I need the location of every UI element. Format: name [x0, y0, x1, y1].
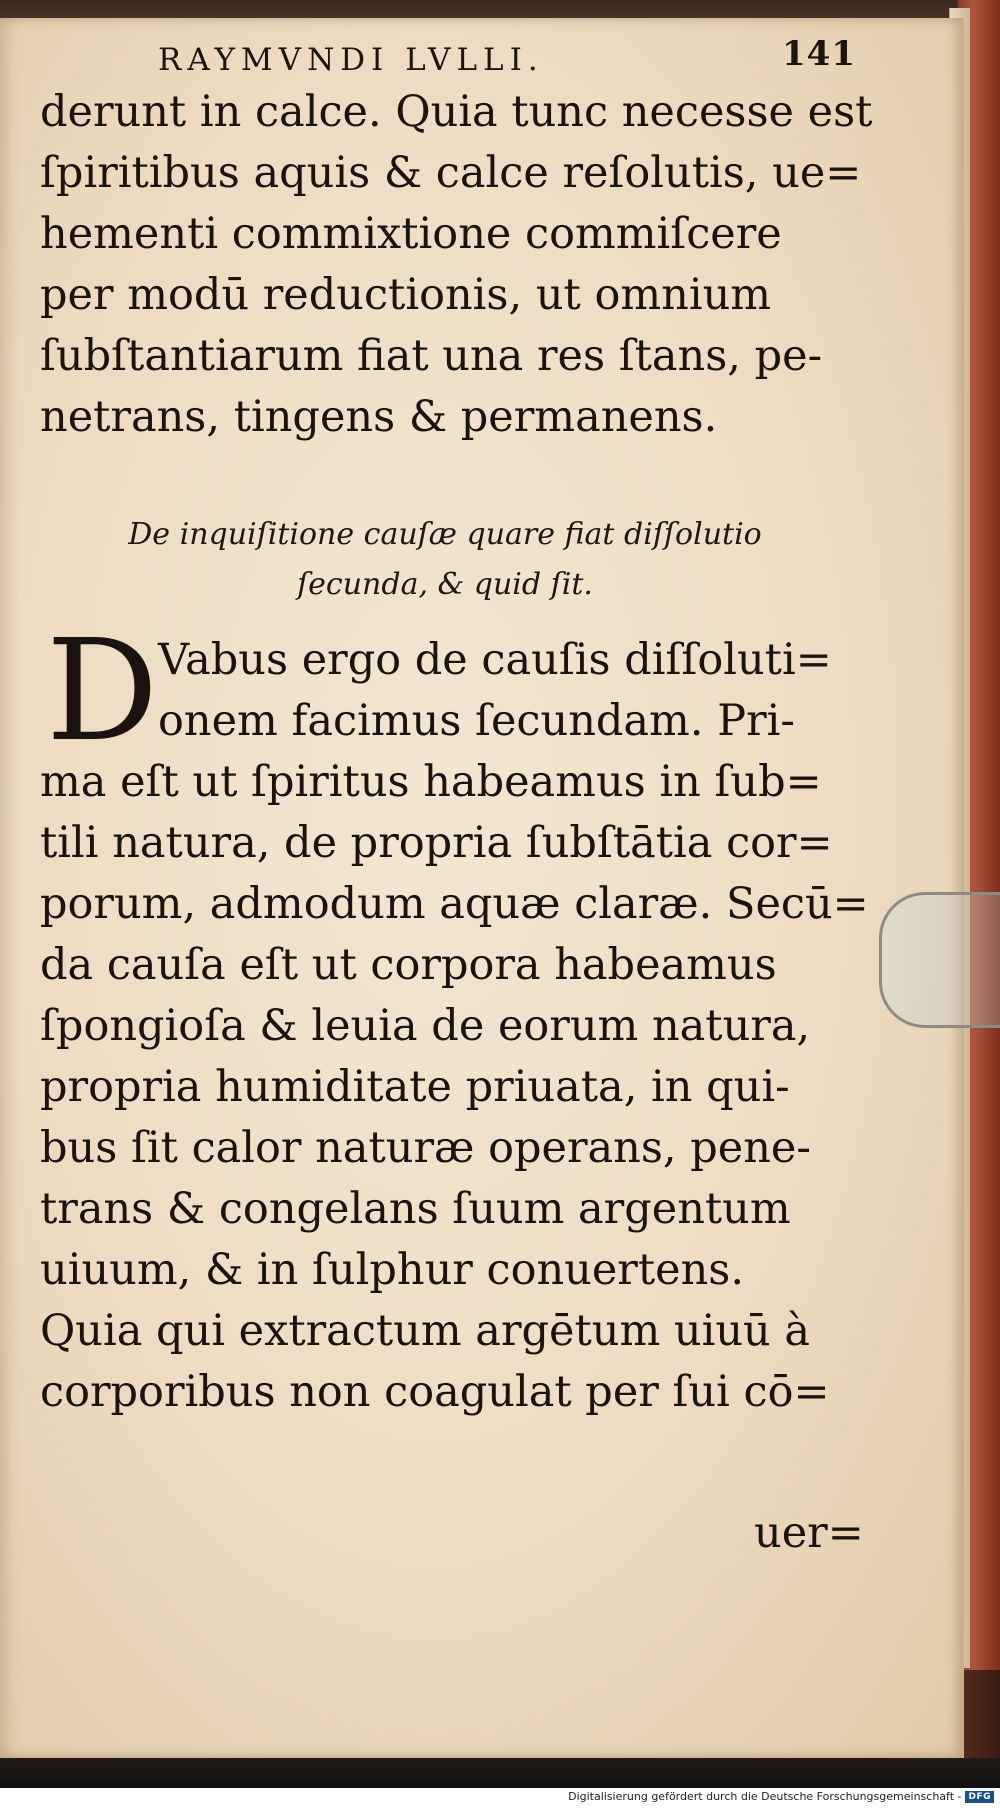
text-line: tili natura, de propria ſubſtātia cor=: [40, 818, 833, 868]
text-line: trans & congelans ſuum argentum: [40, 1184, 791, 1234]
text-line: Quia qui extractum argētum uiuū à: [40, 1306, 811, 1356]
text-line: Vabus ergo de cauſis diſſoluti=: [158, 635, 832, 685]
text-line: porum, admodum aquæ claræ. Secū=: [40, 879, 869, 929]
page-number: 141: [782, 34, 856, 74]
funding-credit: [568, 1790, 994, 1803]
heading-line: De inquiſitione cauſæ quare fiat diſſolutio: [128, 517, 762, 552]
text-line: bus ſit calor naturæ operans, pene-: [40, 1123, 811, 1173]
text-line: ſubſtantiarum fiat una res ſtans, pe-: [40, 331, 823, 381]
text-line: ma eſt ut ſpiritus habeamus in ſub=: [40, 757, 822, 807]
running-head-title: RAYMVNDI LVLLI.: [158, 42, 544, 78]
drop-capital: D: [46, 610, 159, 773]
text-line: propria humiditate priuata, in qui-: [40, 1062, 790, 1112]
paragraph-2: [40, 610, 869, 1423]
text-line: da cauſa eſt ut corpora habeamus: [40, 940, 777, 990]
text-line: netrans, tingens & permanens.: [40, 392, 718, 442]
section-heading: [40, 510, 850, 610]
heading-line: ſecunda, & quid ſit.: [297, 567, 593, 602]
text-line: onem facimus ſecundam. Pri-: [158, 696, 795, 746]
text-line: corporibus non coagulat per ſui cō=: [40, 1367, 830, 1417]
credit-text: Digitalisierung gefördert durch die Deutsche Forschungsgemeinschaft -: [568, 1790, 962, 1803]
page-clip: [879, 892, 1000, 1028]
dfg-logo-icon: DFG: [965, 1791, 994, 1803]
scan-background-bottom: [0, 1758, 1000, 1788]
text-line: ſpiritibus aquis & calce reſolutis, ue=: [40, 148, 862, 198]
text-line: per modū reductionis, ut omnium: [40, 270, 772, 320]
book-binding-lower: [958, 1670, 1000, 1770]
text-line: derunt in calce. Quia tunc necesse est: [40, 87, 873, 137]
text-line: hementi commixtione commiſcere: [40, 209, 782, 259]
text-line: uiuum, & in ſulphur conuertens.: [40, 1245, 745, 1295]
paragraph-1: [40, 82, 873, 448]
text-line: ſpongioſa & leuia de eorum natura,: [40, 1001, 811, 1051]
catchword: uer=: [754, 1508, 864, 1558]
